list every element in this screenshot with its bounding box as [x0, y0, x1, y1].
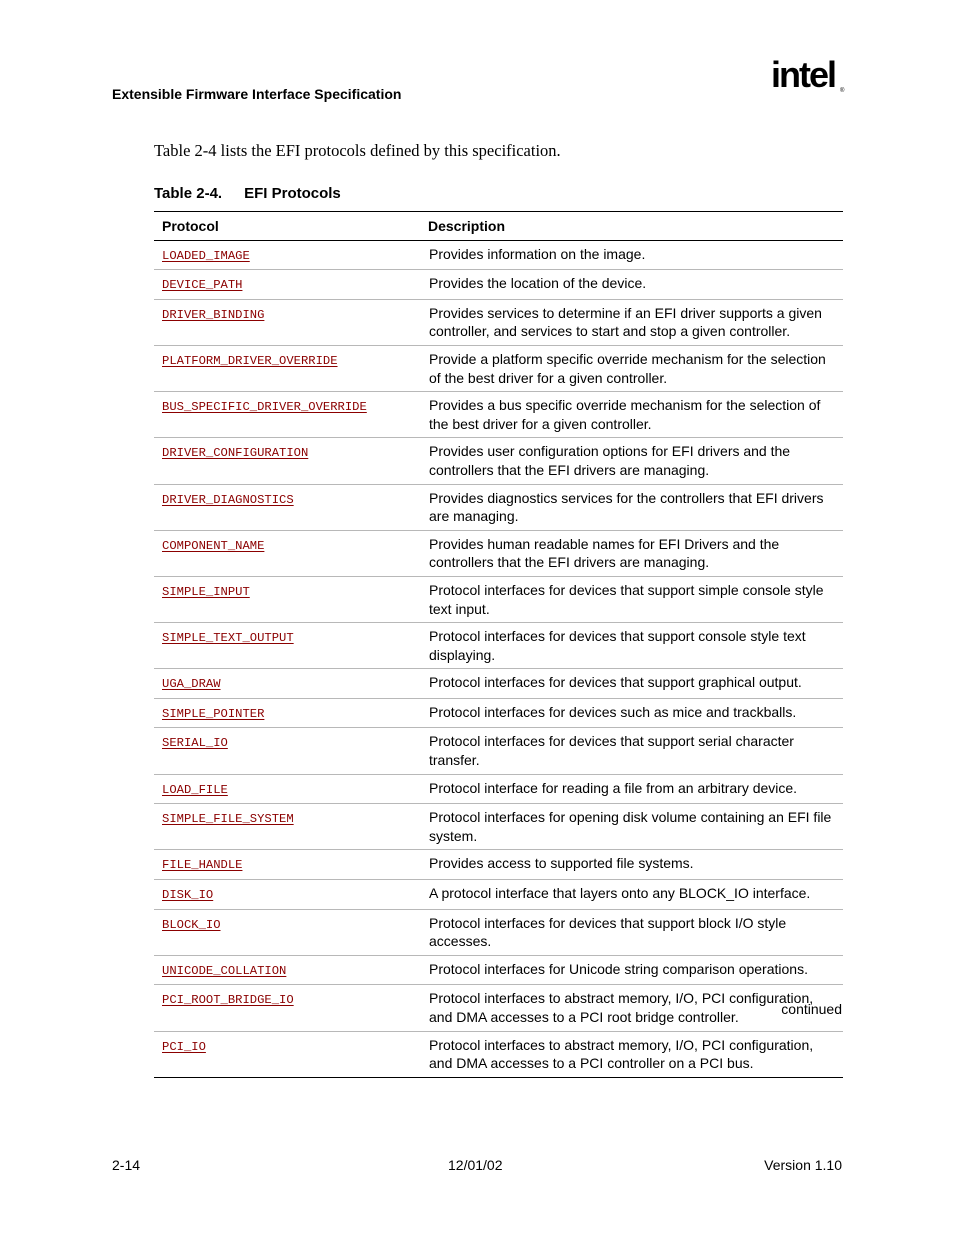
protocol-cell — [154, 985, 420, 1031]
protocol-cell — [154, 804, 420, 850]
protocol-link[interactable]: SIMPLE_FILE_SYSTEM — [162, 812, 294, 827]
table-row — [154, 240, 843, 270]
protocol-link[interactable]: FILE_HANDLE — [162, 858, 243, 873]
table-row — [154, 1031, 843, 1077]
table-row — [154, 270, 843, 300]
description-cell: Provides a bus specific override mechanism for the selection of the best driver for a given controller. — [429, 397, 821, 432]
protocol-cell — [154, 484, 420, 530]
table-row — [154, 438, 843, 484]
table-row — [154, 955, 843, 985]
protocol-cell — [154, 669, 420, 699]
description-cell: Protocol interfaces for devices that support serial character transfer. — [429, 733, 794, 769]
description-cell: Provides information on the image. — [429, 245, 646, 262]
protocol-cell — [154, 728, 420, 774]
table-caption — [154, 185, 341, 202]
column-header-protocol: Protocol — [162, 218, 219, 234]
protocol-cell — [154, 1031, 420, 1077]
protocol-link[interactable]: UNICODE_COLLATION — [162, 963, 287, 978]
description-cell: Protocol interface for reading a file from an arbitrary device. — [429, 779, 798, 796]
protocol-link[interactable]: COMPONENT_NAME — [162, 538, 265, 553]
table-header-row — [154, 212, 843, 241]
column-header-description: Description — [428, 218, 506, 234]
protocol-link[interactable]: LOAD_FILE — [162, 782, 228, 797]
protocol-link[interactable]: BLOCK_IO — [162, 917, 221, 932]
description-cell: Protocol interfaces for Unicode string comparison operations. — [429, 960, 808, 977]
description-cell: Protocol interfaces for devices such as mice and trackballs. — [429, 703, 797, 720]
table-row — [154, 804, 843, 850]
protocol-cell — [154, 850, 420, 880]
continued-note: continued — [781, 1001, 842, 1017]
table-row — [154, 669, 843, 699]
efi-protocols-table — [154, 211, 843, 1078]
table-row — [154, 576, 843, 622]
protocol-link[interactable]: SERIAL_IO — [162, 736, 228, 751]
protocol-cell — [154, 576, 420, 622]
protocol-cell — [154, 623, 420, 669]
table-row — [154, 985, 843, 1031]
table-row — [154, 774, 843, 804]
protocol-cell — [154, 774, 420, 804]
protocol-link[interactable]: DEVICE_PATH — [162, 278, 243, 293]
protocol-link[interactable]: PCI_ROOT_BRIDGE_IO — [162, 993, 294, 1008]
footer-date: 12/01/02 — [448, 1157, 503, 1173]
table-row — [154, 345, 843, 391]
protocol-cell — [154, 880, 420, 910]
description-cell: Provides user configuration options for EFI drivers and the controllers that the EFI drivers are managing. — [429, 443, 791, 478]
protocol-cell — [154, 345, 420, 391]
table-row — [154, 880, 843, 910]
description-cell: Provides diagnostics services for the controllers that EFI drivers are managing. — [429, 489, 824, 525]
footer-version: Version 1.10 — [764, 1157, 842, 1173]
protocol-link[interactable]: LOADED_IMAGE — [162, 248, 250, 263]
protocol-link[interactable]: DRIVER_CONFIGURATION — [162, 446, 309, 461]
description-cell: Protocol interfaces for devices that support graphical output. — [429, 674, 802, 691]
protocol-cell — [154, 299, 420, 345]
protocol-cell — [154, 698, 420, 728]
svg-text:intel: intel — [771, 58, 836, 95]
protocol-link[interactable]: PCI_IO — [162, 1039, 206, 1054]
protocol-link[interactable]: DRIVER_DIAGNOSTICS — [162, 492, 294, 507]
table-row — [154, 850, 843, 880]
table-row — [154, 484, 843, 530]
description-cell: Protocol interfaces to abstract memory, I/O, PCI configuration, and DMA accesses to a PCI controller on a PCI bus. — [429, 1036, 814, 1072]
description-cell: Provides human readable names for EFI Drivers and the controllers that the EFI drivers are managing. — [429, 535, 780, 571]
table-row — [154, 698, 843, 728]
protocol-link[interactable]: UGA_DRAW — [162, 677, 221, 692]
footer-page-number: 2-14 — [112, 1157, 141, 1173]
protocol-link[interactable]: PLATFORM_DRIVER_OVERRIDE — [162, 353, 338, 368]
protocol-cell — [154, 530, 420, 576]
description-cell: Provides the location of the device. — [429, 275, 647, 292]
description-cell: Protocol interfaces for devices that support console style text displaying. — [429, 628, 806, 663]
intel-logo — [770, 58, 850, 102]
description-cell: Protocol interfaces for opening disk volume containing an EFI file system. — [429, 809, 832, 844]
protocol-cell — [154, 955, 420, 985]
protocol-cell — [154, 240, 420, 270]
table-row — [154, 728, 843, 774]
intro-paragraph: Table 2-4 lists the EFI protocols defined by this specification. — [154, 141, 561, 160]
protocol-cell — [154, 438, 420, 484]
description-cell: Provides services to determine if an EFI driver supports a given controller, and services to start and stop a given controller. — [429, 304, 822, 340]
description-cell: A protocol interface that layers onto any BLOCK_IO interface. — [429, 885, 811, 902]
protocol-link[interactable]: DRIVER_BINDING — [162, 307, 265, 322]
running-header-title: Extensible Firmware Interface Specification — [112, 86, 402, 102]
table-caption-number: Table 2-4. — [154, 185, 223, 202]
protocol-link[interactable]: DISK_IO — [162, 888, 214, 903]
table-row — [154, 392, 843, 438]
table-row — [154, 530, 843, 576]
protocol-cell — [154, 909, 420, 955]
svg-text:®: ® — [840, 88, 845, 94]
protocol-cell — [154, 392, 420, 438]
description-cell: Protocol interfaces for devices that support block I/O style accesses. — [429, 914, 787, 950]
description-cell: Provide a platform specific override mechanism for the selection of the best driver for a given controller. — [429, 350, 826, 386]
table-row — [154, 299, 843, 345]
protocol-link[interactable]: BUS_SPECIFIC_DRIVER_OVERRIDE — [162, 400, 367, 415]
table-caption-title: EFI Protocols — [244, 185, 341, 202]
description-cell: Protocol interfaces for devices that support simple console style text input. — [429, 581, 824, 617]
table-row — [154, 623, 843, 669]
description-cell: Provides access to supported file systems. — [429, 855, 694, 872]
description-cell: Protocol interfaces to abstract memory, I/O, PCI configuration, and DMA accesses to a PCI root bridge controller. — [429, 990, 814, 1025]
protocol-link[interactable]: SIMPLE_POINTER — [162, 706, 265, 721]
protocol-link[interactable]: SIMPLE_INPUT — [162, 584, 250, 599]
table-row — [154, 909, 843, 955]
protocol-link[interactable]: SIMPLE_TEXT_OUTPUT — [162, 631, 294, 646]
protocol-cell — [154, 270, 420, 300]
